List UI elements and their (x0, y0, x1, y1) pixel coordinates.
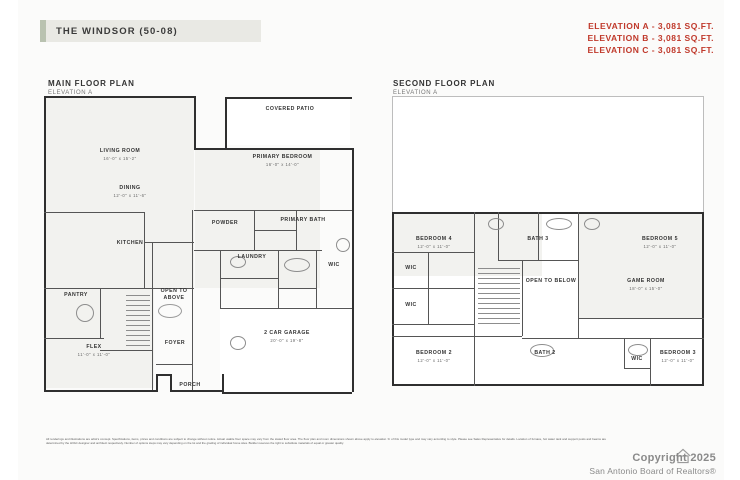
disclaimer-text: All renderings and illustrations are artist's concept. Specifications, items, prices and conditions are subject to change without notice. Actual usable floor space may vary from the stated floor area. The floor plan and room dimensions shown above apply to elevation 'A' of this model type and may vary according to style. Please see Sales Representative for details. Location of furnace, hot water tank and support posts and beams are determined by the HVAC designer and architect respectively. Number of options steps may vary depending on the lot and the grading of individual home sites. Builder reserves the right to substitute materials of equal or greater quality. (46, 437, 606, 446)
elevation-list (587, 20, 714, 56)
elevation-a: ELEVATION A - 3,081 SQ.FT. (588, 21, 714, 31)
room-bedroom-3: BEDROOM 3 12'-0" x 11'-0" (660, 350, 696, 363)
room-open-to-above: OPEN TO ABOVE (160, 288, 188, 301)
room-laundry: LAUNDRY (237, 254, 267, 260)
room-pantry: PANTRY (64, 292, 88, 298)
board-attribution: San Antonio Board of Realtors® (589, 466, 716, 476)
room-living-room: LIVING ROOM 16'-0" x 15'-2" (99, 148, 141, 161)
room-wic-upper-3: WIC (631, 356, 643, 362)
room-wic-upper-2: WIC (405, 302, 417, 308)
elevation-c: ELEVATION C - 3,081 SQ.FT. (587, 45, 714, 55)
room-bedroom-5: BEDROOM 5 12'-0" x 11'-0" (642, 236, 678, 249)
room-covered-patio: COVERED PATIO (265, 106, 315, 112)
room-porch: PORCH (179, 382, 201, 388)
room-kitchen: KITCHEN (116, 240, 144, 246)
second-floor-plan-label: SECOND FLOOR PLAN ELEVATION A (393, 79, 496, 96)
page-title: THE WINDSOR (50-08) (56, 25, 178, 37)
main-floor-plan-label: MAIN FLOOR PLAN ELEVATION A (48, 79, 135, 96)
room-game-room: GAME ROOM 18'-0" x 15'-0" (627, 278, 665, 291)
copyright-text: Copyright 2025 (632, 452, 716, 464)
room-bath-3: BATH 3 (527, 236, 549, 242)
main-floor-plan-drawing (40, 92, 360, 402)
room-2-car-garage: 2 CAR GARAGE 20'-0" x 19'-8" (264, 330, 310, 343)
left-margin (0, 0, 18, 480)
room-flex: FLEX 11'-0" x 11'-0" (77, 344, 111, 357)
room-bedroom-4: BEDROOM 4 12'-0" x 11'-0" (416, 236, 452, 249)
room-bath-2: BATH 2 (534, 350, 556, 356)
room-wic-upper-1: WIC (405, 265, 417, 271)
room-dining: DINING 12'-0" x 11'-6" (113, 185, 147, 198)
room-bedroom-2: BEDROOM 2 12'-0" x 11'-0" (416, 350, 452, 363)
elevation-b: ELEVATION B - 3,081 SQ.FT. (587, 33, 714, 43)
room-powder: POWDER (211, 220, 239, 226)
plan-title-bar (40, 20, 261, 42)
room-open-to-below: OPEN TO BELOW (525, 278, 577, 284)
room-primary-bedroom: PRIMARY BEDROOM 16'-0" x 14'-0" (252, 154, 313, 167)
room-wic-main: WIC (328, 262, 340, 268)
room-foyer: FOYER (164, 340, 186, 346)
second-floor-plan-drawing (388, 92, 708, 402)
room-primary-bath: PRIMARY BATH (280, 217, 326, 223)
right-margin (724, 0, 740, 480)
